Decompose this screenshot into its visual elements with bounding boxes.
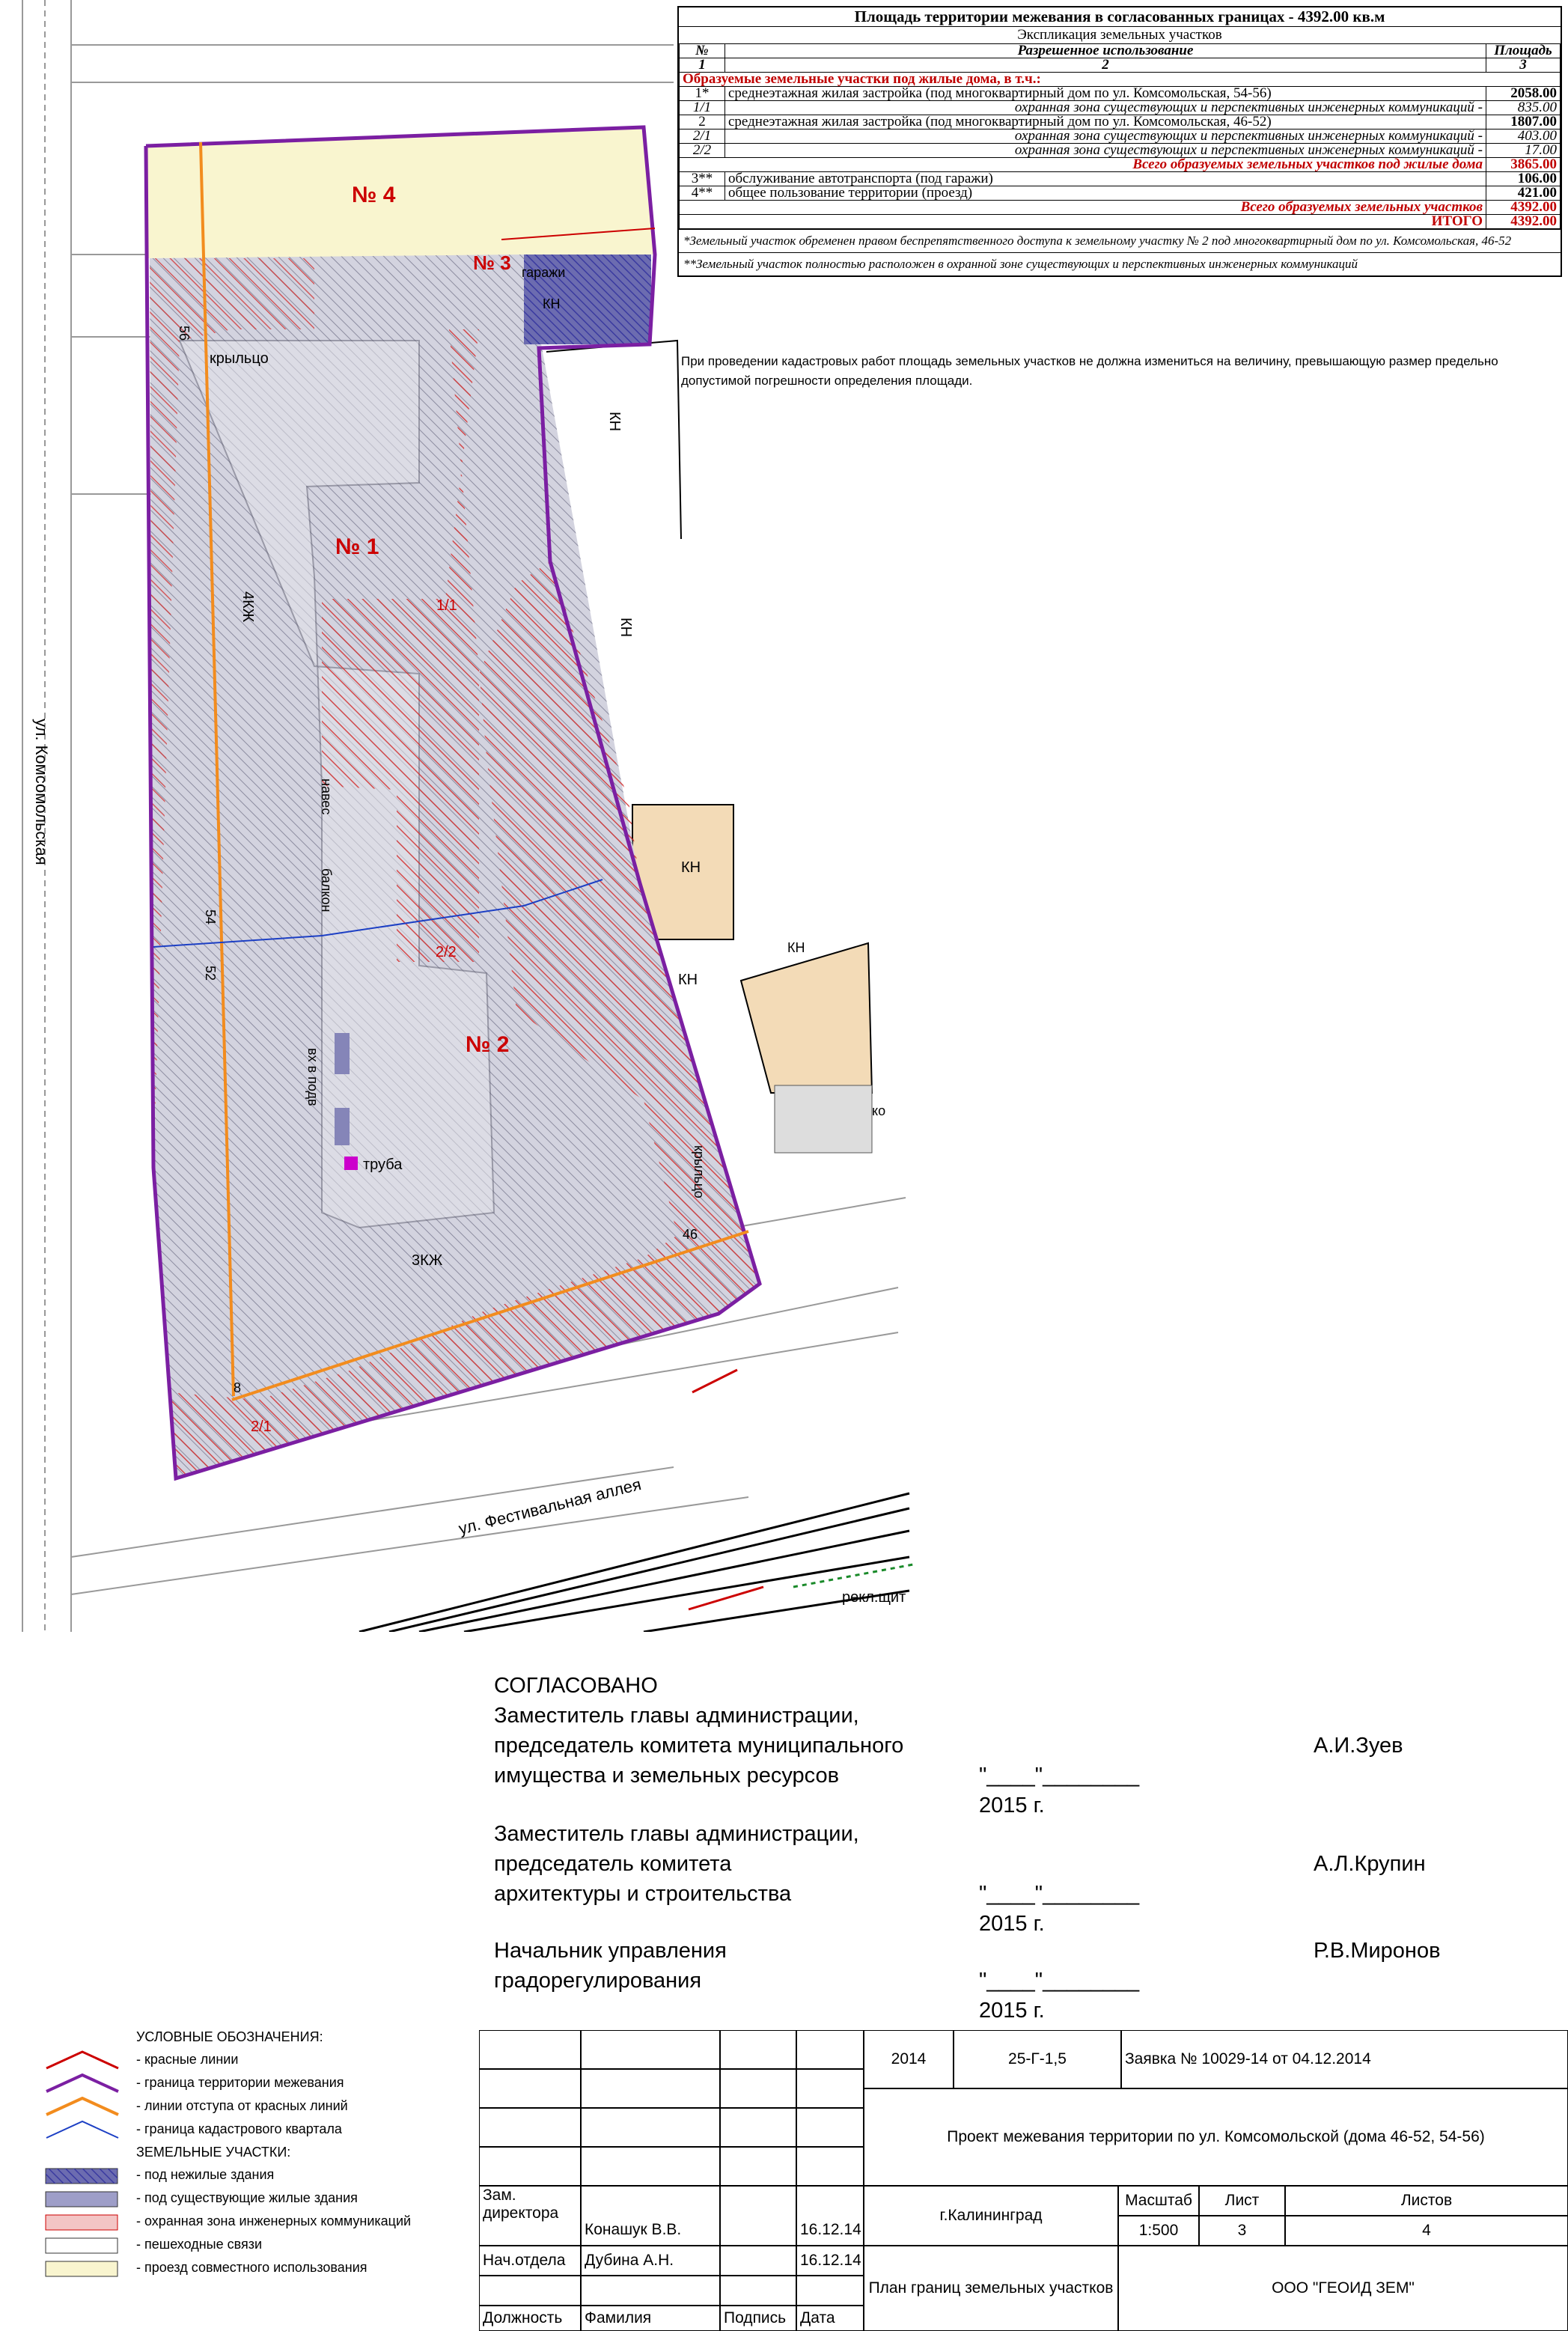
kn-building-far-right (741, 943, 872, 1093)
zone-label-2-1: 2/1 (251, 1419, 272, 1435)
setback-line-symbol (45, 2097, 120, 2116)
driveway-symbol (45, 2258, 120, 2278)
plot-label-1: № 1 (335, 534, 379, 559)
row-use: среднеэтажная жилая застройка (под многоквартирный дом по ул. Комсомольская, 46-52) (725, 115, 1486, 130)
row-area: 1807.00 (1486, 115, 1561, 130)
stamp-cell (479, 2147, 581, 2186)
total-value: 4392.00 (1486, 201, 1561, 215)
col-header-area: Площадь (1486, 44, 1561, 58)
stamp-scale-label: Масштаб (1118, 2186, 1199, 2216)
stamp-cell (581, 2108, 720, 2147)
house-num-54: 54 (203, 909, 218, 925)
stamp-sheet-label: Лист (1199, 2186, 1285, 2216)
stamp-cell (581, 2030, 720, 2069)
stamp-cell (720, 2030, 796, 2069)
approval-date: "____"________ 2015 г. (979, 1764, 1140, 1817)
approval-line: архитектуры и строительства (494, 1882, 792, 1906)
approval-block-2 (494, 1819, 1426, 1936)
building-3kzh-label: 3КЖ (412, 1252, 443, 1269)
basement-entrance-label: вх в подв (305, 1048, 320, 1106)
stamp-cell (796, 2276, 864, 2306)
basement-entrance-1 (335, 1033, 350, 1074)
kn-label-top: КН (606, 412, 623, 432)
billboard-label: рекл.щит (842, 1589, 906, 1606)
plot-4 (146, 127, 655, 258)
total-label: Всего образуемых земельных участков (680, 201, 1486, 215)
legend-label: - пешеходные связи (136, 2237, 263, 2252)
plot-label-2: № 2 (466, 1032, 510, 1057)
nonresidential-symbol (45, 2166, 120, 2185)
stamp-cell (720, 2108, 796, 2147)
explication-title: Площадь территории межевания в согласованных границах - 4392.00 кв.м (679, 7, 1561, 27)
subtotal-label: Всего образуемых земельных участков под жилые дома (680, 158, 1486, 172)
house-num-8: 8 (234, 1380, 242, 1395)
itogo-label: ИТОГО (680, 215, 1486, 229)
row-use: охранная зона существующих и перспективных инженерных коммуникаций - (725, 101, 1486, 115)
house-num-56: 56 (177, 326, 192, 341)
row-use: охранная зона существующих и перспективных инженерных коммуникаций - (725, 130, 1486, 144)
cadastral-line-symbol (45, 2120, 120, 2139)
kn-label-small: КН (678, 972, 698, 988)
legend-item-protection-zone (45, 2210, 411, 2233)
approval-line: градорегулирования (494, 1969, 702, 1993)
stamp-sheet-title: План границ земельных участков (864, 2246, 1118, 2331)
legend-item-nonresidential (45, 2163, 411, 2187)
legend-item-cadastral (45, 2118, 411, 2141)
row-use: обслуживание автотранспорта (под гаражи) (725, 172, 1486, 186)
sign-cell-1 (720, 2186, 796, 2246)
porch-label-right: крыльцо (692, 1145, 707, 1198)
stamp-code: 25-Г-1,5 (954, 2030, 1121, 2088)
boundary-line-symbol (45, 2073, 120, 2093)
kn-label-mid: КН (617, 618, 634, 638)
kn-label-garages: КН (543, 296, 561, 311)
stamp-cell (581, 2147, 720, 2186)
legend-item-boundary (45, 2071, 411, 2094)
legend (45, 2026, 411, 2279)
legend-label: - граница территории межевания (136, 2075, 344, 2090)
approval-block-1 (494, 1701, 1403, 1817)
row-no: 4** (680, 186, 725, 201)
approval-line: Заместитель главы администрации, (494, 1822, 859, 1846)
house-num-52: 52 (203, 966, 218, 981)
stamp-year: 2014 (864, 2030, 954, 2088)
row-no: 1* (680, 87, 725, 101)
col-surname: Фамилия (581, 2306, 720, 2331)
col-num-1: 1 (680, 58, 725, 73)
legend-label: - линии отступа от красных линий (136, 2098, 348, 2113)
row-no: 2/1 (680, 130, 725, 144)
stamp-cell (720, 2276, 796, 2306)
row-use: общее пользование территории (проезд) (725, 186, 1486, 201)
basement-entrance-2 (335, 1108, 350, 1145)
table-row (680, 144, 1561, 158)
explication-subtitle: Экспликация земельных участков (1017, 27, 1222, 43)
legend-label: - охранная зона инженерных коммуникаций (136, 2213, 412, 2228)
role-1b: директора (483, 2204, 559, 2222)
legend-label: - красные линии (136, 2052, 239, 2067)
stamp-cell (479, 2030, 581, 2069)
legend-label: - проезд совместного использования (136, 2260, 367, 2275)
legend-label: - под нежилые здания (136, 2167, 275, 2182)
street-komsomolskaya-label: ул. Комсомольская (32, 719, 51, 865)
approval-line: председатель комитета муниципального (494, 1734, 904, 1758)
stamp-cell (796, 2030, 864, 2069)
approval-line: председатель комитета (494, 1852, 732, 1876)
col-date: Дата (796, 2306, 864, 2331)
approval-block-3 (494, 1936, 1441, 2023)
approval-date: "____"________ 2015 г. (979, 1969, 1140, 2023)
approval-line: Заместитель главы администрации, (494, 1704, 859, 1728)
approval-heading: СОГЛАСОВАНО (494, 1674, 658, 1698)
approver-name: А.И.Зуев (1314, 1734, 1403, 1758)
stamp-cell (720, 2147, 796, 2186)
footnote-2: **Земельный участок полностью расположен в охранной зоне существующих и перспективных инженерных коммуникаций (679, 252, 1561, 275)
col-num-3: 3 (1486, 58, 1561, 73)
row-use: среднеэтажная жилая застройка (под многоквартирный дом по ул. Комсомольская, 54-56) (725, 87, 1486, 101)
red-arrow-street (689, 1587, 763, 1609)
legend-label: - граница кадастрового квартала (136, 2121, 342, 2136)
canopy-label: навес (319, 778, 334, 815)
section-title: Образуемые земельные участки под жилые дома, в т.ч.: (680, 73, 1561, 87)
stamp-cell (581, 2276, 720, 2306)
sign-cell-2 (720, 2246, 796, 2276)
row-area: 421.00 (1486, 186, 1561, 201)
zone-label-2-2: 2/2 (436, 944, 457, 960)
pipe-label: труба (363, 1157, 403, 1173)
row-no: 3** (680, 172, 725, 186)
street-festivalnaya-label: ул. Фестивальная аллея (457, 1475, 644, 1538)
kn-label-far: КН (787, 940, 805, 955)
stamp-cell (720, 2069, 796, 2108)
row-no: 2/2 (680, 144, 725, 158)
approval-line: имущества и земельных ресурсов (494, 1764, 839, 1788)
stamp-cell (479, 2108, 581, 2147)
role-2: Нач.отдела (479, 2246, 581, 2276)
balcony-label: балкон (319, 868, 334, 912)
legend-item-pedestrian (45, 2233, 411, 2256)
row-area: 106.00 (1486, 172, 1561, 186)
stamp-order: Заявка № 10029-14 от 04.12.2014 (1121, 2030, 1568, 2088)
house-num-46: 46 (683, 1227, 698, 1242)
footnote-1: *Земельный участок обременен правом беспрепятственного доступа к земельному участку № 2 под многоквартирный дом по ул. Комсомольская, 46-52 (679, 229, 1561, 252)
table-row (680, 115, 1561, 130)
legend-title: УСЛОВНЫЕ ОБОЗНАЧЕНИЯ: (136, 2029, 323, 2044)
legend-item-setback (45, 2094, 411, 2118)
role-1a: Зам. (483, 2187, 516, 2204)
stamp-cell (796, 2069, 864, 2108)
col-header-no: № (680, 44, 725, 58)
pedestrian-symbol (45, 2235, 120, 2255)
row-area: 2058.00 (1486, 87, 1561, 101)
approval-line: Начальник управления (494, 1939, 727, 1963)
legend-item-driveway (45, 2256, 411, 2279)
red-arrow-small (692, 1370, 737, 1392)
table-row (680, 101, 1561, 115)
role-cell-1 (479, 2186, 581, 2246)
col-header-use: Разрешенное использование (725, 44, 1486, 58)
stamp-city: г.Калининград (864, 2186, 1118, 2246)
date-1: 16.12.14 (796, 2186, 864, 2246)
legend-item-red-lines (45, 2048, 411, 2071)
garages-label: гаражи (522, 265, 566, 280)
stamp-cell (796, 2147, 864, 2186)
ko-label: ко (872, 1103, 886, 1118)
plot-label-3: № 3 (473, 252, 511, 274)
col-sign: Подпись (720, 2306, 796, 2331)
row-no: 2 (680, 115, 725, 130)
date-2: 16.12.14 (796, 2246, 864, 2276)
red-line-symbol (45, 2050, 120, 2070)
person-2: Дубина А.Н. (581, 2246, 720, 2276)
itogo-value: 4392.00 (1486, 215, 1561, 229)
row-use: охранная зона существующих и перспективных инженерных коммуникаций - (725, 144, 1486, 158)
row-area: 835.00 (1486, 101, 1561, 115)
title-block (479, 2030, 1568, 2331)
col-num-2: 2 (725, 58, 1486, 73)
explication-table (677, 6, 1562, 277)
stamp-cell (796, 2108, 864, 2147)
ko-building (775, 1085, 872, 1153)
subtotal-value: 3865.00 (1486, 158, 1561, 172)
protection-zone-symbol (45, 2212, 120, 2231)
stamp-cell (479, 2276, 581, 2306)
approver-name: А.Л.Крупин (1314, 1852, 1426, 1876)
plot-label-4: № 4 (352, 183, 396, 207)
stamp-project: Проект межевания территории по ул. Комсомольской (дома 46-52, 54-56) (864, 2088, 1568, 2186)
area-tolerance-note: При проведении кадастровых работ площадь земельных участков не должна измениться на величину, превышающую размер предельно допустимой погрешности определения площади. (681, 354, 1498, 388)
stamp-sheet: 3 (1199, 2216, 1285, 2246)
legend-item-residential (45, 2187, 411, 2210)
building-4kzh-label: 4КЖ (240, 591, 256, 623)
person-1: Конашук В.В. (581, 2186, 720, 2246)
row-area: 17.00 (1486, 144, 1561, 158)
kn-label-right: КН (681, 859, 701, 876)
table-row (680, 130, 1561, 144)
table-row (680, 186, 1561, 201)
approval-date: "____"________ 2015 г. (979, 1882, 1140, 1936)
row-area: 403.00 (1486, 130, 1561, 144)
stamp-company: ООО "ГЕОИД ЗЕМ" (1118, 2246, 1568, 2331)
legend-subtitle: ЗЕМЕЛЬНЫЕ УЧАСТКИ: (136, 2145, 291, 2160)
stamp-sheets: 4 (1285, 2216, 1568, 2246)
table-row (680, 172, 1561, 186)
row-no: 1/1 (680, 101, 725, 115)
pipe-marker (344, 1157, 358, 1170)
porch-label-top: крыльцо (210, 350, 269, 367)
legend-label: - под существующие жилые здания (136, 2190, 358, 2205)
zone-label-1-1: 1/1 (436, 597, 457, 614)
stamp-cell (581, 2069, 720, 2108)
table-row (680, 87, 1561, 101)
stamp-scale: 1:500 (1118, 2216, 1199, 2246)
stamp-cell (479, 2069, 581, 2108)
green-dashed-line (793, 1564, 913, 1587)
col-position: Должность (479, 2306, 581, 2331)
approver-name: Р.В.Миронов (1314, 1939, 1441, 1963)
stamp-sheets-label: Листов (1285, 2186, 1568, 2216)
residential-symbol (45, 2189, 120, 2208)
